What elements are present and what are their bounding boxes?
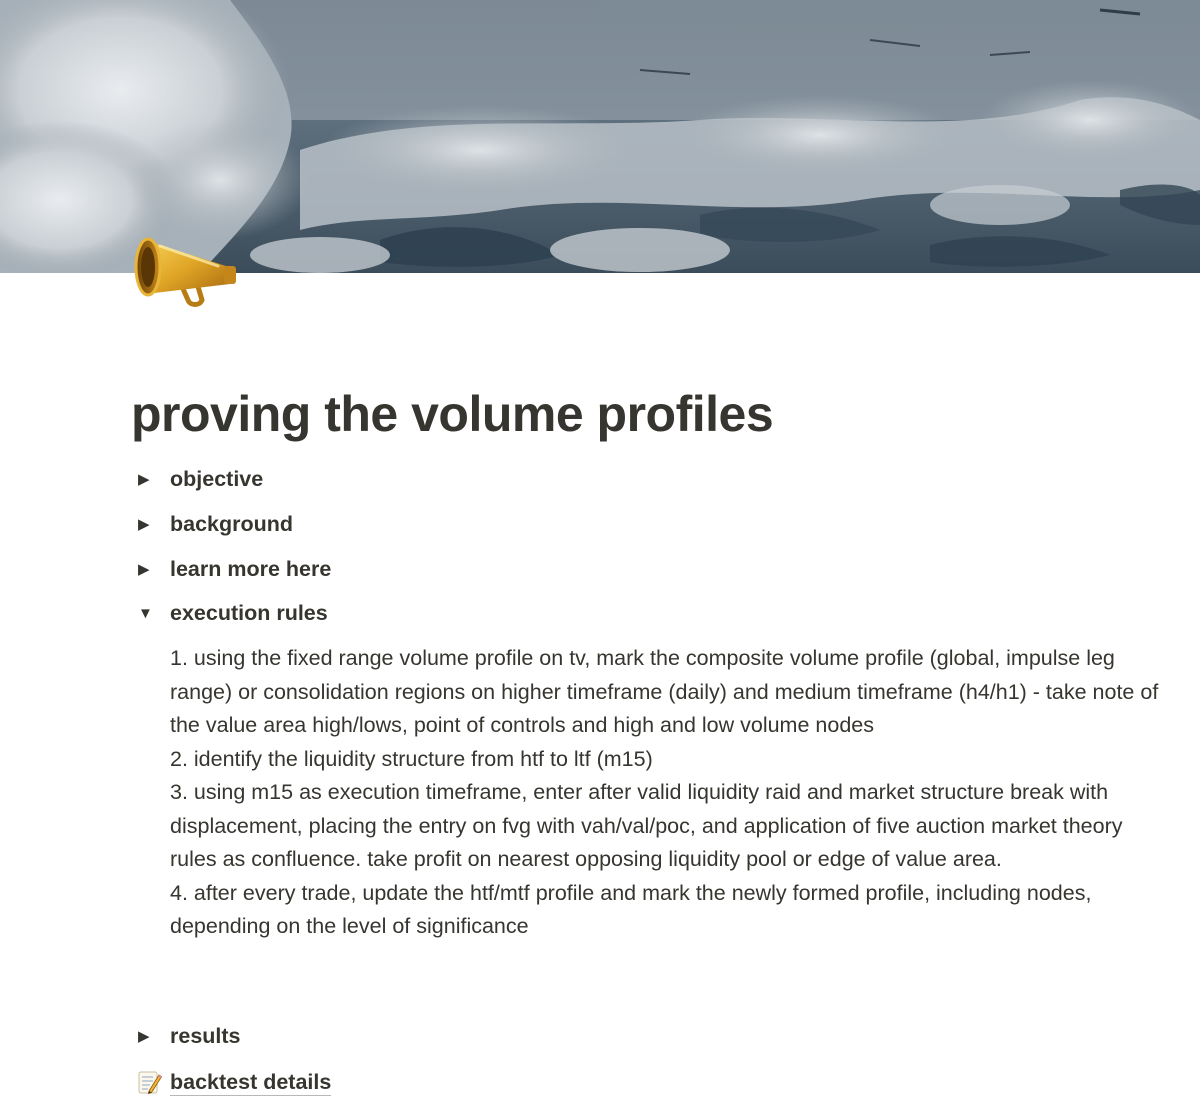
toggle-results[interactable]: [136, 1020, 241, 1052]
toggle-execution-rules-label: execution rules: [170, 600, 328, 625]
rule-line: 2. identify the liquidity structure from htf to ltf (m15): [170, 746, 653, 771]
toggle-background[interactable]: [136, 508, 293, 540]
rule-line: 1. using the fixed range volume profile on tv, mark the composite volume profile (global, impulse leg range) or consolidation regions on higher timeframe (daily) and medium timeframe (h4/h1) - take note of the value area high/lows, point of controls and high and low volume nodes: [170, 646, 1159, 737]
rule-line: 4. after every trade, update the htf/mtf profile and mark the newly formed profile, including nodes, depending on the level of significance: [170, 880, 1092, 938]
toggle-objective-label: objective: [170, 466, 264, 491]
memo-icon: [136, 1069, 162, 1095]
toggle-objective[interactable]: [136, 463, 263, 495]
triangle-down-icon[interactable]: ▼: [138, 604, 153, 622]
triangle-right-icon[interactable]: ▶: [138, 516, 150, 533]
backtest-details-link[interactable]: [136, 1065, 331, 1099]
execution-rules-content[interactable]: [170, 642, 1170, 944]
triangle-right-icon[interactable]: ▶: [138, 561, 150, 578]
toggle-learn-more-label: learn more here: [170, 556, 332, 581]
triangle-right-icon[interactable]: ▶: [138, 471, 150, 488]
triangle-right-icon[interactable]: ▶: [138, 1028, 150, 1045]
page-title[interactable]: proving the volume profiles: [131, 386, 774, 442]
toggle-learn-more[interactable]: [136, 553, 331, 585]
backtest-details-label: backtest details: [170, 1069, 332, 1094]
toggle-results-label: results: [170, 1023, 241, 1048]
megaphone-icon[interactable]: [130, 220, 242, 314]
rule-line: 3. using m15 as execution timeframe, enter after valid liquidity raid and market structure break with displacement, placing the entry on fvg with vah/val/poc, and application of five auction market theory rules as confluence. take profit on nearest opposing liquidity pool or edge of value area.: [170, 780, 1123, 871]
toggle-background-label: background: [170, 511, 294, 536]
toggle-execution-rules[interactable]: [136, 597, 328, 629]
